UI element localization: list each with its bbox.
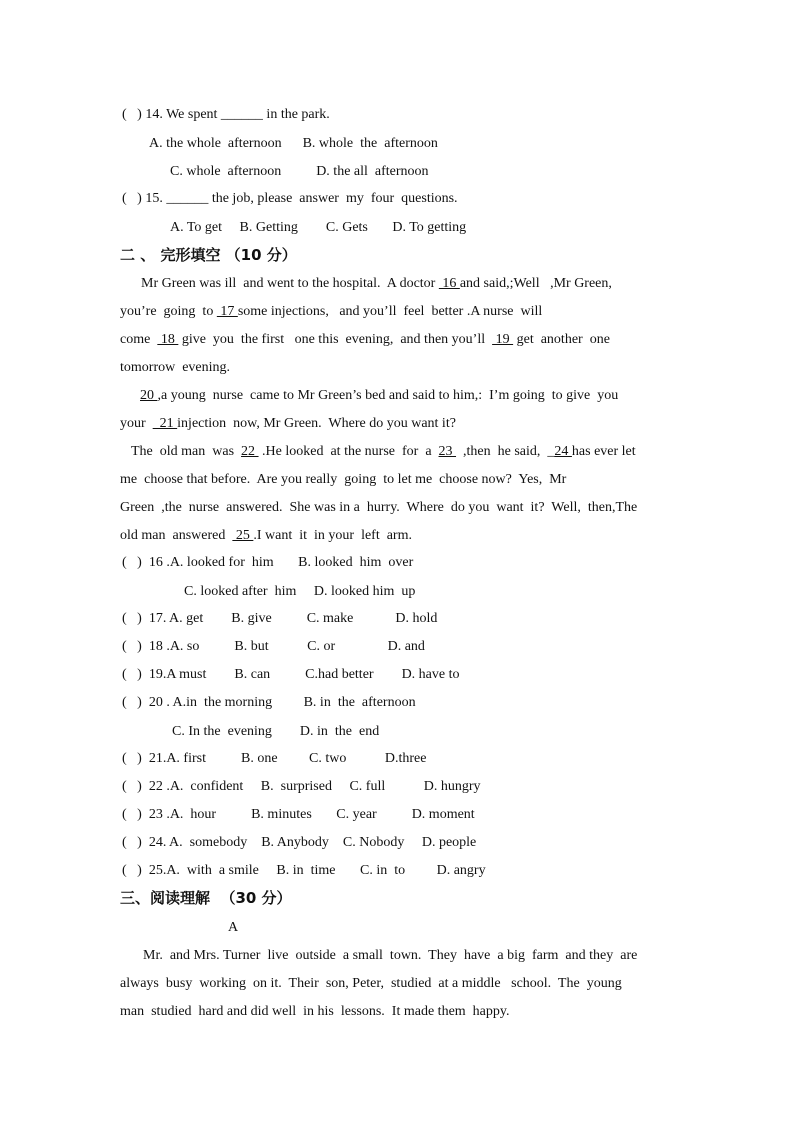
blank-18: 18 — [157, 332, 179, 347]
passage-text: .He looked at the nurse for a — [258, 444, 439, 459]
reading-passage-label: A — [228, 920, 239, 935]
cloze-question-23: ( ) 23 .A. hour B. minutes C. year D. moment — [122, 807, 475, 822]
blank-19: 19 — [492, 332, 514, 347]
passage-line: tomorrow evening. — [120, 360, 231, 375]
cloze-question-16-options-cd: C. looked after him D. looked him up — [184, 584, 416, 599]
question-14-stem: ( ) 14. We spent ______ in the park. — [122, 107, 330, 122]
cloze-question-20-options-cd: C. In the evening D. in the end — [172, 724, 380, 739]
cloze-question-24: ( ) 24. A. somebody B. Anybody C. Nobody D. people — [122, 835, 477, 850]
question-15-options: A. To get B. Getting C. Gets D. To getting — [170, 220, 467, 235]
blank-21: 21 — [152, 416, 178, 431]
blank-20: 20 — [140, 388, 158, 403]
passage-line — [120, 527, 412, 545]
cloze-question-25: ( ) 25.A. with a smile B. in time C. in to D. angry — [122, 863, 486, 878]
question-15-stem: ( ) 15. ______ the job, please answer my four questions. — [122, 191, 458, 206]
blank-22: 22 — [241, 444, 259, 459]
cloze-question-18: ( ) 18 .A. so B. but C. or D. and — [122, 639, 425, 654]
question-14-options-cd: C. whole afternoon D. the all afternoon — [170, 164, 429, 179]
passage-text: get another one — [513, 332, 610, 347]
passage-text: and said,;Well ,Mr Green, — [459, 276, 612, 291]
passage-line: Green ,the nurse answered. She was in a hurry. Where do you want it? Well, then,The — [120, 500, 638, 515]
question-14-options-ab: A. the whole afternoon B. whole the afternoon — [149, 136, 438, 151]
passage-text: Mr Green was ill and went to the hospital. A doctor — [141, 276, 439, 291]
cloze-question-19: ( ) 19.A must B. can C.had better D. have to — [122, 667, 460, 682]
blank-25: 25 — [232, 528, 254, 543]
passage-text: your — [120, 416, 153, 431]
section-2-heading: 二 、 完形填空 （10 分） — [120, 246, 297, 264]
passage-line — [120, 415, 456, 433]
cloze-question-17: ( ) 17. A. get B. give C. make D. hold — [122, 611, 438, 626]
section-3-heading: 三、阅读理解 （30 分） — [120, 889, 292, 907]
passage-text: injection now, Mr Green. Where do you want it? — [177, 416, 456, 431]
reading-line: man studied hard and did well in his lessons. It made them happy. — [120, 1004, 510, 1019]
passage-text: give you the first one this evening, and then you’ll — [178, 332, 493, 347]
blank-17: 17 — [216, 304, 238, 319]
cloze-question-22: ( ) 22 .A. confident B. surprised C. full D. hungry — [122, 779, 481, 794]
blank-23: 23 — [438, 444, 457, 459]
passage-text: you’re going to — [120, 304, 217, 319]
passage-text: .I want it in your left arm. — [253, 528, 412, 543]
cloze-question-20: ( ) 20 . A.in the morning B. in the afternoon — [122, 695, 416, 710]
passage-line — [120, 303, 542, 321]
cloze-question-21: ( ) 21.A. first B. one C. two D.three — [122, 751, 427, 766]
passage-line: me choose that before. Are you really going to let me choose now? Yes, Mr — [120, 472, 567, 487]
passage-line — [140, 387, 618, 405]
reading-line: always busy working on it. Their son, Peter, studied at a middle school. The young — [120, 976, 622, 991]
passage-text: The old man was — [131, 444, 242, 459]
passage-text: old man answered — [120, 528, 233, 543]
passage-text: ,a young nurse came to Mr Green’s bed and said to him,: I’m going to give you — [157, 388, 619, 403]
passage-line — [141, 275, 612, 293]
blank-24: 24 — [554, 444, 572, 459]
cloze-question-16: ( ) 16 .A. looked for him B. looked him over — [122, 555, 414, 570]
passage-text: some injections, and you’ll feel better .A nurse will — [237, 304, 543, 319]
passage-text: has ever let — [571, 444, 636, 459]
passage-text: ,then he said, _ — [456, 444, 555, 459]
passage-line — [120, 331, 610, 349]
reading-line: Mr. and Mrs. Turner live outside a small town. They have a big farm and they are — [143, 948, 638, 963]
passage-text: come — [120, 332, 158, 347]
passage-line — [131, 443, 636, 461]
blank-16: 16 — [438, 276, 460, 291]
